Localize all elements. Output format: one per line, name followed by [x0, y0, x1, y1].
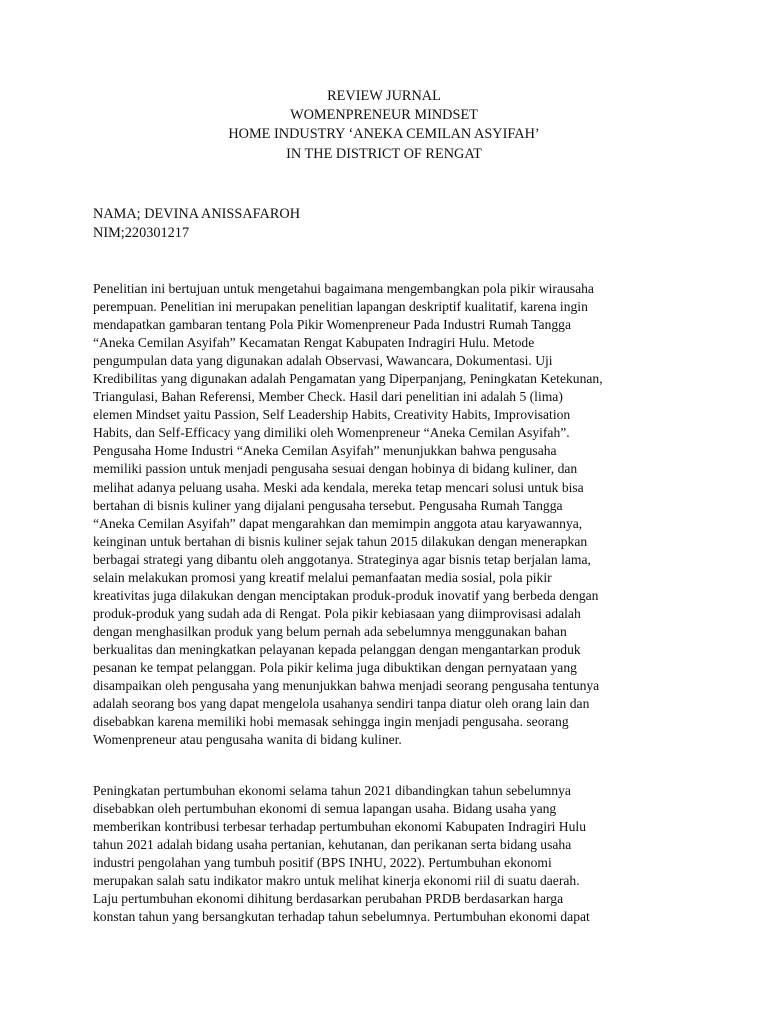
text-line: keinginan untuk bertahan di bisnis kuliner sejak tahun 2015 dilakukan dengan menerapkan — [93, 533, 588, 549]
text-line: bertahan di bisnis kuliner yang dijalani pengusaha tersebut. Pengusaha Rumah Tangga — [93, 497, 563, 513]
text-line: Peningkatan pertumbuhan ekonomi selama tahun 2021 dibandingkan tahun sebelumnya — [93, 783, 571, 798]
document-title — [0, 87, 768, 164]
text-line: dengan menghasilkan produk yang belum pernah ada sebelumnya menggunakan bahan — [93, 623, 567, 639]
text-line: disebabkan oleh pertumbuhan ekonomi di semua lapangan usaha. Bidang usaha yang — [93, 801, 557, 817]
text-line: merupakan salah satu indikator makro untuk melihat kinerja ekonomi riil di suatu daerah. — [93, 873, 580, 889]
student-identity — [93, 205, 300, 243]
text-line: memiliki passion untuk menjadi pengusaha sesuai dengan hobinya di bidang kuliner, dan — [93, 461, 578, 477]
text-line: Laju pertumbuhan ekonomi dihitung berdasarkan perubahan PRDB berdasarkan harga — [93, 891, 564, 907]
text-line: konstan tahun yang bersangkutan terhadap tahun sebelumnya. Pertumbuhan ekonomi dapat — [93, 909, 590, 925]
text-line: Pengusaha Home Industri “Aneka Cemilan Asyifah” menunjukkan bahwa pengusaha — [93, 443, 557, 459]
text-line: Habits, dan Self-Efficacy yang dimiliki oleh Womenpreneur “Aneka Cemilan Asyifah”. — [93, 425, 570, 441]
paragraph-abstract — [93, 280, 677, 749]
text-line: “Aneka Cemilan Asyifah” Kecamatan Rengat Kabupaten Indragiri Hulu. Metode — [93, 335, 535, 351]
title-line: WOMENPRENEUR MINDSET — [290, 107, 478, 124]
title-line: IN THE DISTRICT OF RENGAT — [286, 145, 482, 162]
paragraph-economic-growth — [93, 782, 677, 926]
text-line: Womenpreneur atau pengusaha wanita di bidang kuliner. — [93, 732, 402, 748]
text-line: Triangulasi, Bahan Referensi, Member Check. Hasil dari penelitian ini adalah 5 (lima) — [93, 389, 563, 405]
text-line: pengumpulan data yang digunakan adalah Observasi, Wawancara, Dokumentasi. Uji — [93, 353, 553, 369]
student-nim: NIM;220301217 — [93, 225, 190, 242]
text-line: disampaikan oleh pengusaha yang menunjukkan bahwa menjadi seorang pengusaha tentunya — [93, 678, 600, 694]
text-line: produk-produk yang sudah ada di Rengat. Pola pikir kebiasaan yang diimprovisasi adalah — [93, 605, 581, 621]
text-line: kreativitas juga dilakukan dengan menciptakan produk-produk inovatif yang berbeda dengan — [93, 587, 599, 603]
text-line: disebabkan karena memiliki hobi memasak sehingga ingin menjadi pengusaha. seorang — [93, 714, 569, 730]
text-line: berkualitas dan meningkatkan pelayanan kepada pelanggan dengan mengantarkan produk — [93, 641, 581, 657]
text-line: “Aneka Cemilan Asyifah” dapat mengarahkan dan memimpin anggota atau karyawannya, — [93, 515, 583, 531]
text-line: Kredibilitas yang digunakan adalah Pengamatan yang Diperpanjang, Peningkatan Ketekunan, — [93, 371, 603, 387]
text-line: adalah seorang bos yang dapat mengelola usahanya sendiri tanpa diatur oleh orang lain dan — [93, 696, 590, 712]
text-line: tahun 2021 adalah bidang usaha pertanian, kehutanan, dan perikanan serta bidang usaha — [93, 837, 572, 853]
text-line: perempuan. Penelitian ini merupakan penelitian lapangan deskriptif kualitatif, karena ingin — [93, 299, 588, 315]
text-line: selain melakukan promosi yang kreatif melalui pemanfaatan media sosial, pola pikir — [93, 569, 552, 585]
title-line: REVIEW JURNAL — [327, 88, 441, 104]
text-line: memberikan kontribusi terbesar terhadap pertumbuhan ekonomi Kabupaten Indragiri Hulu — [93, 819, 586, 835]
text-line: pesanan ke tempat pelanggan. Pola pikir kelima juga dibuktikan dengan pernyataan yang — [93, 659, 577, 675]
student-name: NAMA; DEVINA ANISSAFAROH — [93, 206, 301, 222]
text-line: industri pengolahan yang tumbuh positif (BPS INHU, 2022). Pertumbuhan ekonomi — [93, 855, 552, 871]
text-line: Penelitian ini bertujuan untuk mengetahui bagaimana mengembangkan pola pikir wirausaha — [93, 281, 594, 296]
title-line: HOME INDUSTRY ‘ANEKA CEMILAN ASYIFAH’ — [228, 126, 540, 143]
text-line: melihat adanya peluang usaha. Meski ada kendala, mereka tetap mencari solusi untuk bisa — [93, 479, 584, 495]
text-line: berbagai strategi yang dibantu oleh anggotanya. Strateginya agar bisnis tetap berjalan lama, — [93, 551, 591, 567]
text-line: mendapatkan gambaran tentang Pola Pikir Womenpreneur Pada Industri Rumah Tangga — [93, 317, 572, 333]
text-line: elemen Mindset yaitu Passion, Self Leadership Habits, Creativity Habits, Improvisation — [93, 407, 571, 423]
